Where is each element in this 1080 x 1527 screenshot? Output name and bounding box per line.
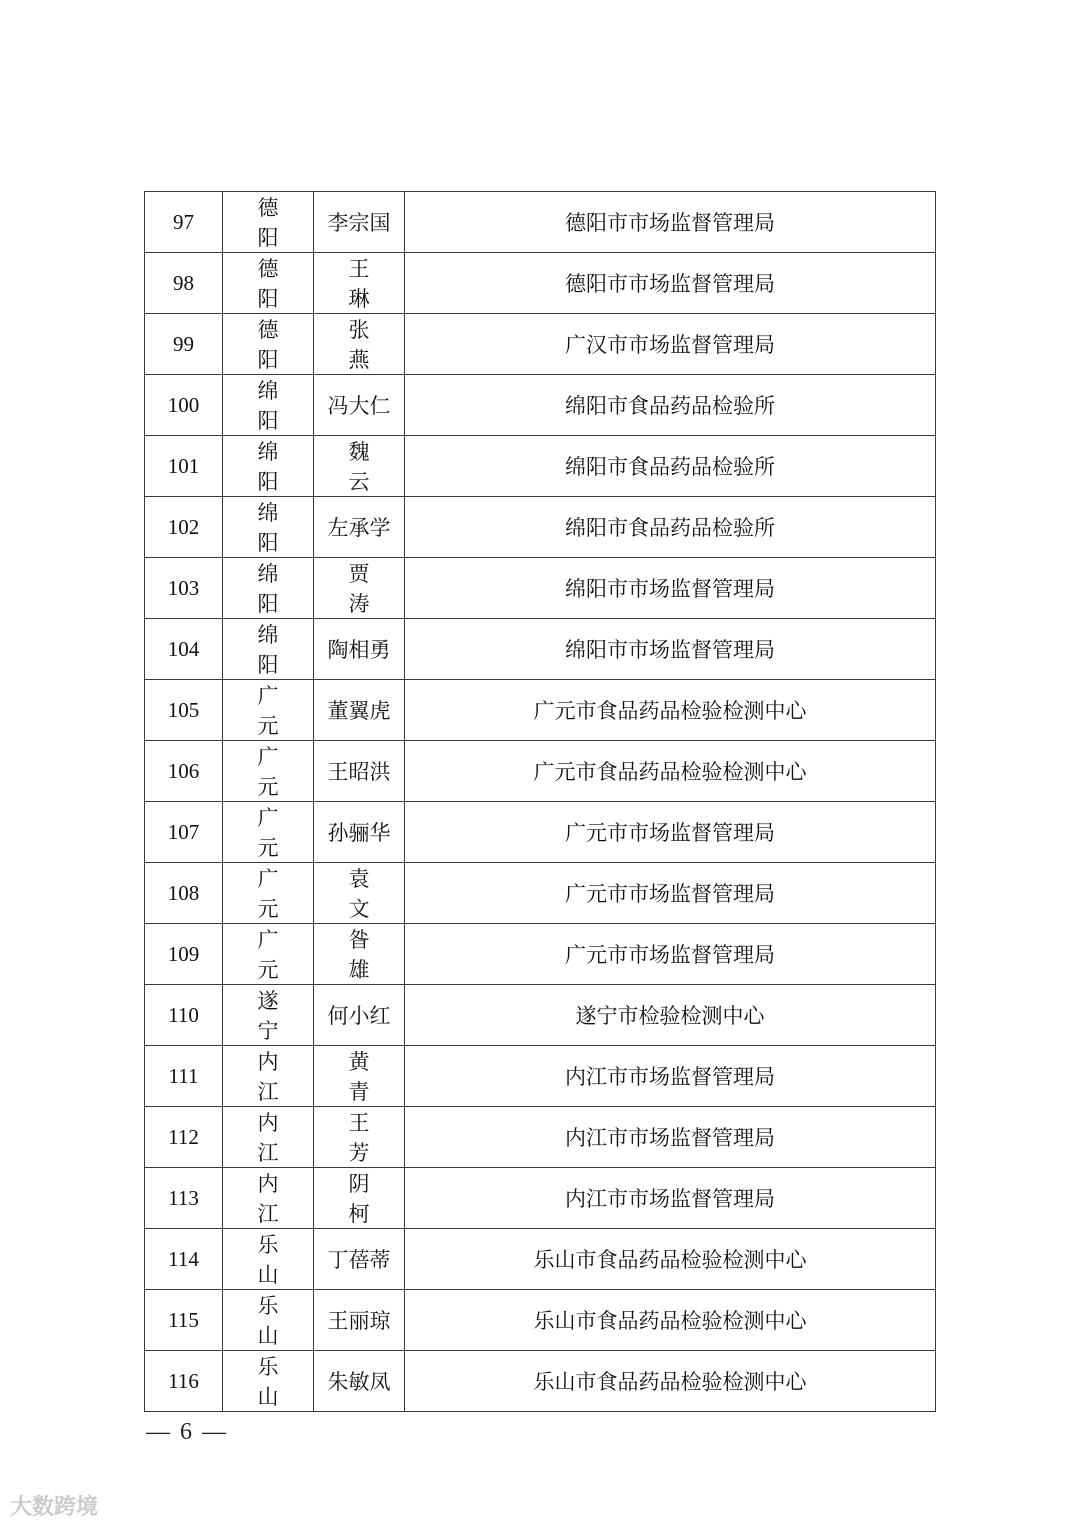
row-number-cell: 110 xyxy=(145,985,223,1046)
region-cell: 德阳 xyxy=(223,253,314,314)
table-row xyxy=(145,253,936,314)
person-name-cell: 贾涛 xyxy=(314,558,405,619)
region-cell: 乐山 xyxy=(223,1351,314,1412)
table-row xyxy=(145,558,936,619)
row-number-cell: 111 xyxy=(145,1046,223,1107)
table-row xyxy=(145,680,936,741)
table-row xyxy=(145,1046,936,1107)
row-number-cell: 105 xyxy=(145,680,223,741)
row-number-cell: 100 xyxy=(145,375,223,436)
unit-cell: 广元市市场监督管理局 xyxy=(405,863,936,924)
row-number-cell: 104 xyxy=(145,619,223,680)
person-name-cell: 张燕 xyxy=(314,314,405,375)
person-name-cell: 王丽琼 xyxy=(314,1290,405,1351)
unit-cell: 内江市市场监督管理局 xyxy=(405,1046,936,1107)
row-number-cell: 115 xyxy=(145,1290,223,1351)
table-row xyxy=(145,314,936,375)
unit-cell: 乐山市食品药品检验检测中心 xyxy=(405,1351,936,1412)
unit-cell: 绵阳市市场监督管理局 xyxy=(405,558,936,619)
table-row xyxy=(145,1351,936,1412)
row-number-cell: 107 xyxy=(145,802,223,863)
table-row xyxy=(145,619,936,680)
unit-cell: 广元市市场监督管理局 xyxy=(405,802,936,863)
table-body xyxy=(145,192,936,1412)
table-row xyxy=(145,192,936,253)
table-row xyxy=(145,436,936,497)
region-cell: 德阳 xyxy=(223,192,314,253)
region-cell: 绵阳 xyxy=(223,436,314,497)
region-cell: 广元 xyxy=(223,741,314,802)
row-number-cell: 101 xyxy=(145,436,223,497)
region-cell: 绵阳 xyxy=(223,375,314,436)
unit-cell: 广元市食品药品检验检测中心 xyxy=(405,680,936,741)
row-number-cell: 116 xyxy=(145,1351,223,1412)
table-row xyxy=(145,1229,936,1290)
table-row xyxy=(145,802,936,863)
table-row xyxy=(145,741,936,802)
region-cell: 内江 xyxy=(223,1107,314,1168)
person-name-cell: 阴柯 xyxy=(314,1168,405,1229)
unit-cell: 绵阳市食品药品检验所 xyxy=(405,436,936,497)
person-name-cell: 李宗国 xyxy=(314,192,405,253)
region-cell: 广元 xyxy=(223,924,314,985)
table-row xyxy=(145,985,936,1046)
region-cell: 乐山 xyxy=(223,1290,314,1351)
person-name-cell: 孙骊华 xyxy=(314,802,405,863)
row-number-cell: 97 xyxy=(145,192,223,253)
unit-cell: 内江市市场监督管理局 xyxy=(405,1107,936,1168)
unit-cell: 绵阳市市场监督管理局 xyxy=(405,619,936,680)
person-name-cell: 昝雄 xyxy=(314,924,405,985)
row-number-cell: 114 xyxy=(145,1229,223,1290)
page-number: — 6 — xyxy=(146,1419,228,1445)
row-number-cell: 108 xyxy=(145,863,223,924)
table-row xyxy=(145,1168,936,1229)
unit-cell: 广元市市场监督管理局 xyxy=(405,924,936,985)
table-row xyxy=(145,863,936,924)
unit-cell: 德阳市市场监督管理局 xyxy=(405,253,936,314)
person-name-cell: 冯大仁 xyxy=(314,375,405,436)
row-number-cell: 102 xyxy=(145,497,223,558)
table-row xyxy=(145,924,936,985)
row-number-cell: 106 xyxy=(145,741,223,802)
watermark-text: 大数跨境 xyxy=(10,1495,99,1520)
region-cell: 广元 xyxy=(223,680,314,741)
region-cell: 绵阳 xyxy=(223,497,314,558)
unit-cell: 乐山市食品药品检验检测中心 xyxy=(405,1229,936,1290)
row-number-cell: 99 xyxy=(145,314,223,375)
table-row xyxy=(145,497,936,558)
table-row xyxy=(145,1107,936,1168)
region-cell: 绵阳 xyxy=(223,558,314,619)
person-name-cell: 何小红 xyxy=(314,985,405,1046)
unit-cell: 德阳市市场监督管理局 xyxy=(405,192,936,253)
person-name-cell: 丁蓓蒂 xyxy=(314,1229,405,1290)
person-name-cell: 陶相勇 xyxy=(314,619,405,680)
person-name-cell: 袁文 xyxy=(314,863,405,924)
row-number-cell: 112 xyxy=(145,1107,223,1168)
person-name-cell: 王芳 xyxy=(314,1107,405,1168)
unit-cell: 广汉市市场监督管理局 xyxy=(405,314,936,375)
unit-cell: 绵阳市食品药品检验所 xyxy=(405,375,936,436)
unit-cell: 广元市食品药品检验检测中心 xyxy=(405,741,936,802)
unit-cell: 内江市市场监督管理局 xyxy=(405,1168,936,1229)
region-cell: 遂宁 xyxy=(223,985,314,1046)
region-cell: 绵阳 xyxy=(223,619,314,680)
person-name-cell: 魏云 xyxy=(314,436,405,497)
region-cell: 内江 xyxy=(223,1168,314,1229)
unit-cell: 乐山市食品药品检验检测中心 xyxy=(405,1290,936,1351)
watermark-logo xyxy=(10,1490,98,1521)
person-name-cell: 王昭洪 xyxy=(314,741,405,802)
region-cell: 广元 xyxy=(223,802,314,863)
table-row xyxy=(145,375,936,436)
person-name-cell: 朱敏凤 xyxy=(314,1351,405,1412)
region-cell: 内江 xyxy=(223,1046,314,1107)
person-name-cell: 王琳 xyxy=(314,253,405,314)
region-cell: 德阳 xyxy=(223,314,314,375)
region-cell: 广元 xyxy=(223,863,314,924)
region-cell: 乐山 xyxy=(223,1229,314,1290)
row-number-cell: 113 xyxy=(145,1168,223,1229)
person-name-cell: 董翼虎 xyxy=(314,680,405,741)
row-number-cell: 109 xyxy=(145,924,223,985)
row-number-cell: 98 xyxy=(145,253,223,314)
person-name-cell: 左承学 xyxy=(314,497,405,558)
table-row xyxy=(145,1290,936,1351)
personnel-table xyxy=(144,191,936,1412)
unit-cell: 绵阳市食品药品检验所 xyxy=(405,497,936,558)
unit-cell: 遂宁市检验检测中心 xyxy=(405,985,936,1046)
row-number-cell: 103 xyxy=(145,558,223,619)
person-name-cell: 黄青 xyxy=(314,1046,405,1107)
